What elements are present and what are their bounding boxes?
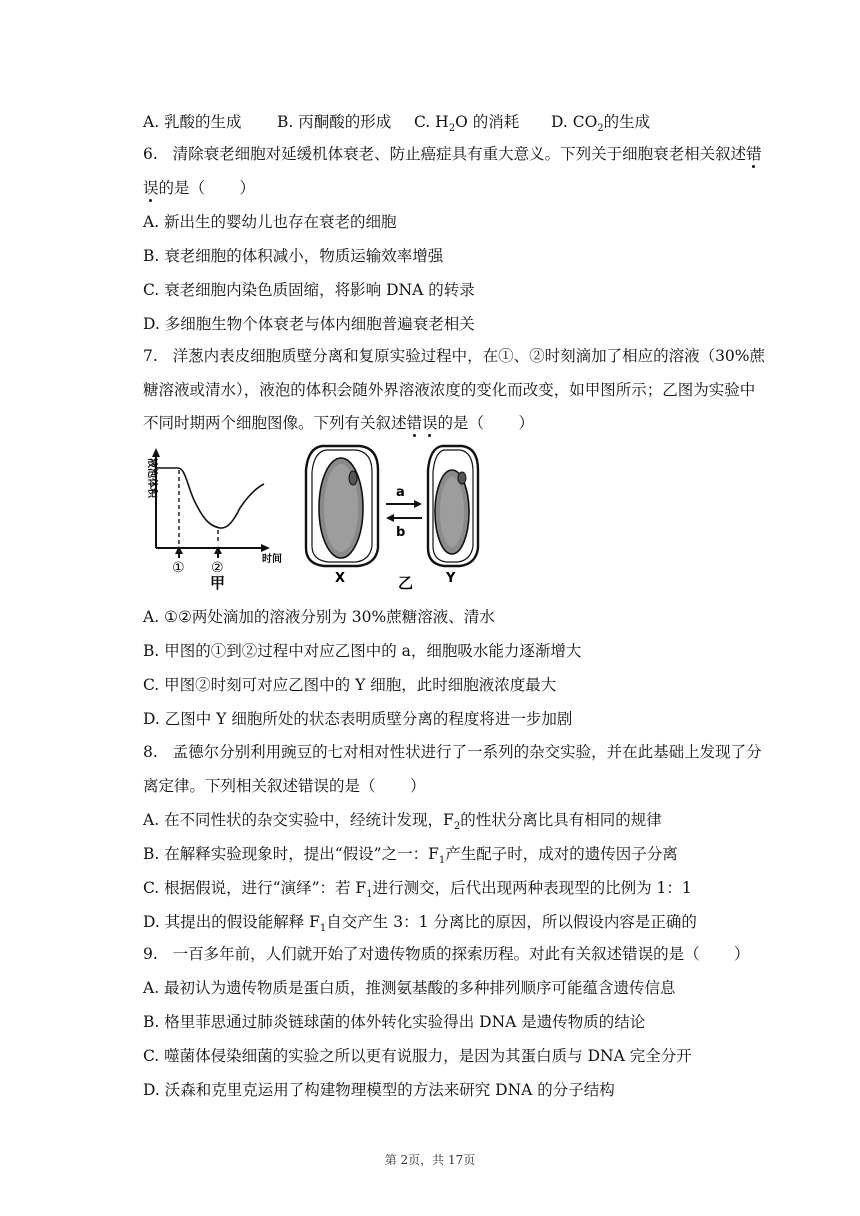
- jia-x-axis-label: 时间: [262, 554, 282, 565]
- q8-option-d: D. 其提出的假设能解释 $F_1$自交产生 3：1 分离比的原因，所以假设内容是正确的: [143, 913, 697, 935]
- jia-y-axis-label: 液泡体积: [146, 458, 157, 498]
- jia-caption: 甲: [210, 574, 226, 590]
- q8-option-c: C. 根据假说，进行“演绎”：若 $F_1$进行测交，后代出现两种表现型的比例为 1：1: [143, 879, 692, 901]
- q9-option-c: C. 噬菌体侵染细菌的实验之所以更有说服力，是因为其蛋白质与 DNA 完全分开: [143, 1047, 692, 1065]
- q6-option-a: A. 新出生的婴幼儿也存在衰老的细胞: [143, 213, 397, 231]
- q7-option-a: A. ①②两处滴加的溶液分别为 30%蔗糖溶液、清水: [143, 608, 495, 626]
- arrow-a-label: a: [396, 485, 405, 500]
- vacuole-volume-curve: [156, 468, 264, 528]
- yi-caption: 乙: [398, 574, 414, 590]
- q5-option-d: D. $CO_2$的生成: [551, 113, 651, 135]
- q8-stem-line2: 离定律。下列相关叙述错误的是（ ）: [143, 777, 426, 795]
- q5-options: [143, 112, 650, 139]
- page-footer: 第 2页，共 17页: [384, 1153, 476, 1167]
- q5-option-a: A. 乳酸的生成: [143, 113, 242, 131]
- q6-option-c: C. 衰老细胞内染色质固缩，将影响 DNA 的转录: [143, 281, 475, 299]
- cell-x-label: X: [335, 571, 346, 586]
- q9-option-d: D. 沃森和克里克运用了构建物理模型的方法来研究 DNA 的分子结构: [143, 1081, 615, 1099]
- q8-option-b: B. 在解释实验现象时，提出“假设”之一：$F_1$产生配子时，成对的遗传因子分离: [143, 845, 678, 867]
- mark-1: ①: [172, 560, 185, 576]
- mark-2: ②: [211, 560, 224, 576]
- q9-stem-line1: 9. 一百多年前，人们就开始了对遗传物质的探索历程。对此有关叙述错误的是（ ）: [143, 945, 750, 963]
- cell-y-label: Y: [446, 571, 456, 586]
- q9-option-a: A. 最初认为遗传物质是蛋白质，推测氨基酸的多种排列顺序可能蕴含遗传信息: [143, 979, 676, 997]
- q5-option-b: B. 丙酮酸的形成: [277, 113, 392, 131]
- q6-stem-line1: 6. 清除衰老细胞对延缓机体衰老、防止癌症具有重大意义。下列关于细胞衰老相关叙述错: [143, 145, 762, 163]
- q7-figure: [140, 440, 480, 590]
- q7-stem-line3: 不同时期两个细胞图像。下列有关叙述错误的是（ ）: [143, 414, 535, 432]
- figure-jia-graph: [146, 448, 282, 590]
- q5-option-c: C. $H_2O$ 的消耗: [414, 113, 520, 135]
- q6-stem-line2: 误的是（ ）: [143, 179, 256, 197]
- transition-arrows: [386, 485, 422, 540]
- q7-stem-line1: 7. 洋葱内表皮细胞质壁分离和复原实验过程中，在①、②时刻滴加了相应的溶液（30%蔗: [143, 347, 766, 365]
- arrow-b-label: b: [396, 525, 406, 540]
- q7-option-c: C. 甲图②时刻可对应乙图中的 Y 细胞，此时细胞液浓度最大: [143, 676, 557, 694]
- q8-option-a: A. 在不同性状的杂交实验中，经统计发现，$F_2$的性状分离比具有相同的规律: [143, 811, 662, 833]
- q6-option-d: D. 多细胞生物个体衰老与体内细胞普遍衰老相关: [143, 315, 475, 333]
- q7-option-d: D. 乙图中 Y 细胞所处的状态表明质壁分离的程度将进一步加剧: [143, 710, 573, 728]
- cell-x: [306, 446, 378, 586]
- q9-option-b: B. 格里菲思通过肺炎链球菌的体外转化实验得出 DNA 是遗传物质的结论: [143, 1013, 646, 1031]
- q8-stem-line1: 8. 孟德尔分别利用豌豆的七对相对性状进行了一系列的杂交实验，并在此基础上发现了分: [143, 743, 762, 761]
- cell-y: [428, 446, 478, 586]
- q6-option-b: B. 衰老细胞的体积减小，物质运输效率增强: [143, 247, 444, 265]
- q7-stem-line2: 糖溶液或清水），液泡的体积会随外界溶液浓度的变化而改变，如甲图所示；乙图为实验中: [143, 381, 756, 399]
- q7-option-b: B. 甲图的①到②过程中对应乙图中的 a，细胞吸水能力逐渐增大: [143, 642, 582, 660]
